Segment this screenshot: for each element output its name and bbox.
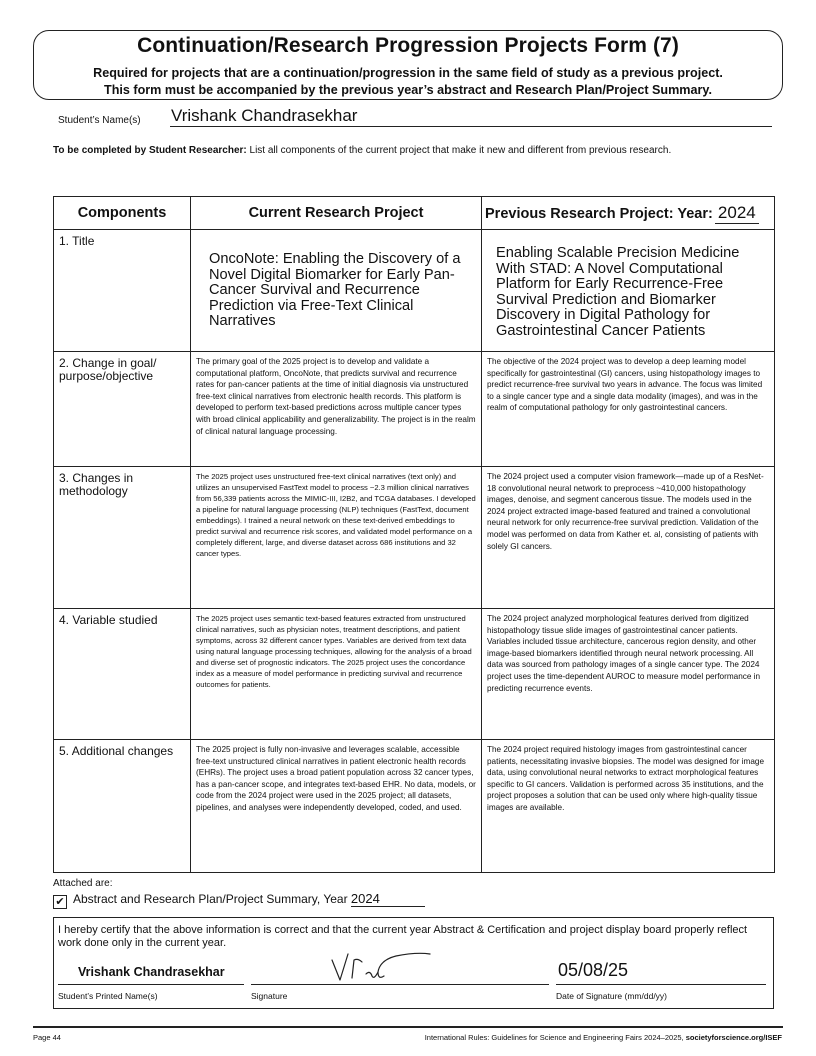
- previous-year-field[interactable]: 2024: [715, 203, 759, 224]
- current-additional[interactable]: The 2025 project is fully non-invasive and leverages scalable, accessible free-text unstructured clinical narratives in patient electronic health records (EHRs). The project uses a broad patient population across 32 cancer types, has a pan-cancer scope, and integrates text-based EHR. No data, models, or code from the 2024 project were used in the 2025 project; all datasets, pipelines, and analyses were independently developed, coded, and used.: [191, 740, 482, 873]
- header-previous: [482, 197, 775, 230]
- header-previous-label: Previous Research Project: Year:: [485, 205, 713, 222]
- student-name-underline: [170, 126, 772, 127]
- component-num: 2.: [59, 356, 70, 370]
- attached-label: Attached are:: [53, 878, 113, 889]
- component-num: 3.: [59, 471, 70, 485]
- printed-name-label: Student’s Printed Name(s): [58, 991, 158, 1001]
- current-variable[interactable]: The 2025 project uses semantic text-based features extracted from unstructured clinical narratives, such as physician notes, treatment descriptions, and patient symptoms, across 32 different cancer types. Variables are derived from text data using natural language processing techniques, allowing for the analysis of a broad and diverse set of prognostic indicators. The 2025 project uses the concordance index as a measure of model performance in predicting survival and recurrence outcomes for patients.: [191, 609, 482, 740]
- table-row: [54, 609, 775, 740]
- components-table: [53, 196, 775, 873]
- page-number: Page 44: [33, 1033, 61, 1042]
- instructions-bold: To be completed by Student Researcher:: [53, 145, 247, 156]
- previous-additional[interactable]: The 2024 project required histology images from gastrointestinal cancer patients, necessitating invasive biopsies. The model was designed for image data, using convolutional neural networks to extract morphological features specific to GI cancers. Validation is performed across 35 institutions, and the project proposes a solution that can be used only where high-quality tissue images are available.: [482, 740, 775, 873]
- component-additional: [54, 740, 191, 873]
- attached-item-label: Abstract and Research Plan/Project Summary, Year: [73, 892, 348, 906]
- handwritten-signature[interactable]: [326, 950, 436, 984]
- signature-date-field[interactable]: 05/08/25: [558, 960, 629, 980]
- form-title: Continuation/Research Progression Projects Form (7): [137, 34, 679, 57]
- component-label: Additional changes: [71, 744, 174, 758]
- previous-methodology[interactable]: The 2024 project used a computer vision framework—made up of a ResNet-18 convolutional neural network to preprocess ~410,000 histopathology images, denoise, and segment cancerous tissue. The models used in the 2024 project extracted image-based featured and trained a convolutional neural network for only recurrence-free survival prediction. Validation of the model was performed on data from Kather et. al, consisting of patients with solely GI cancers.: [482, 467, 775, 609]
- component-label: Change in goal/ purpose/objective: [59, 356, 157, 383]
- student-name-field[interactable]: Vrishank Chandrasekhar: [171, 106, 358, 125]
- certification-text: I hereby certify that the above information is correct and that the current year Abstract & Certification and project display board properly reflect work done only in the current year.: [58, 924, 748, 949]
- previous-goal[interactable]: The objective of the 2024 project was to develop a deep learning model specifically for gastrointestinal (GI) cancers, using histopathology images to predict recurrence-free survival two years in advance. The focus was limited to a single cancer type and a single data modality (images), and was in the realm of computational pathology for only gastrointestinal cancers.: [482, 352, 775, 467]
- form-subtitle-requirement: Required for projects that are a continuation/progression in the same field of study as a previous project.: [93, 66, 723, 80]
- table-row: [54, 352, 775, 467]
- footer-link[interactable]: societyforscience.org/ISEF: [685, 1033, 782, 1042]
- header-components: Components: [54, 197, 191, 230]
- component-label: Changes in methodology: [59, 471, 134, 498]
- component-goal: [54, 352, 191, 467]
- component-methodology: [54, 467, 191, 609]
- attached-year-field[interactable]: 2024: [351, 891, 425, 907]
- printed-name-field[interactable]: Vrishank Chandrasekhar: [78, 965, 225, 979]
- form-subtitle-accompany: This form must be accompanied by the previous year’s abstract and Research Plan/Project Summary.: [104, 83, 712, 97]
- current-methodology[interactable]: The 2025 project uses unstructured free-text clinical narratives (text only) and utilizes an unsupervised FastText model to process ~2.3 million clinical narratives from 56,339 patients across the MIMIC-III, I2B2, and TCGA databases. I developed a pipeline for natural language processing (NLP) techniques (FastText, document embeddings). I trained a neural network on these text-derived embeddings to predict survival and recurrence risk scores, and validated model performance on a completely different, large, and diverse dataset across 686 institutions and 32 cancer types.: [191, 467, 482, 609]
- date-line: [556, 984, 766, 985]
- table-header-row: [54, 197, 775, 230]
- student-name-label: Student’s Name(s): [58, 115, 141, 126]
- signature-line: [251, 984, 549, 985]
- component-variable: [54, 609, 191, 740]
- table-row: [54, 740, 775, 873]
- date-label: Date of Signature (mm/dd/yy): [556, 991, 668, 1001]
- printed-name-line: [58, 984, 244, 985]
- component-title: [54, 230, 191, 352]
- current-title[interactable]: OncoNote: Enabling the Discovery of a Novel Digital Biomarker for Early Pan-Cancer Survival and Recurrence Prediction via Free-Text Clinical Narratives: [191, 230, 482, 352]
- previous-variable[interactable]: The 2024 project analyzed morphological features derived from digitized histopathology tissue slide images of gastrointestinal cancer patients. Variables included tissue architecture, cancerous region density, and other image-based biomarkers identified through neural network processing. All data was sourced from pathology images of a single cancer type. The 2024 project uses the time-dependent AUROC to measure model performance in predicting recurrence events.: [482, 609, 775, 740]
- table-row: [54, 467, 775, 609]
- component-num: 4.: [59, 613, 70, 627]
- current-goal[interactable]: The primary goal of the 2025 project is to develop and validate a computational platform, OncoNote, that predicts survival and recurrence rates for pan-cancer patients at the time of initial diagnosis via unstructured free-text clinical narratives from electronic health records. This platform is developed to perform text-based predictions across multiple cancer types with broad clinical applicability and generalizability. The project is in the realm of clinical natural language processing.: [191, 352, 482, 467]
- instructions: [53, 145, 753, 157]
- previous-title[interactable]: Enabling Scalable Precision Medicine With STAD: A Novel Computational Platform for Early Recurrence-Free Survival Prediction and Biomarker Discovery in Digital Pathology for Gastrointestinal Cancer Patients: [482, 230, 775, 352]
- footer-rule: [33, 1026, 783, 1028]
- component-label: Title: [72, 234, 95, 248]
- component-label: Variable studied: [72, 613, 158, 627]
- component-num: 1.: [59, 234, 70, 248]
- attached-item: [53, 891, 425, 909]
- instructions-text: List all components of the current project that make it new and different from previous research.: [246, 145, 672, 156]
- footer-rules: [425, 1033, 782, 1042]
- header-current: Current Research Project: [191, 197, 482, 230]
- attached-checkbox[interactable]: ✔: [53, 895, 67, 909]
- footer-rules-text: International Rules: Guidelines for Science and Engineering Fairs 2024–2025,: [424, 1033, 686, 1042]
- component-num: 5.: [59, 744, 70, 758]
- table-row: [54, 230, 775, 352]
- signature-label: Signature: [251, 991, 288, 1001]
